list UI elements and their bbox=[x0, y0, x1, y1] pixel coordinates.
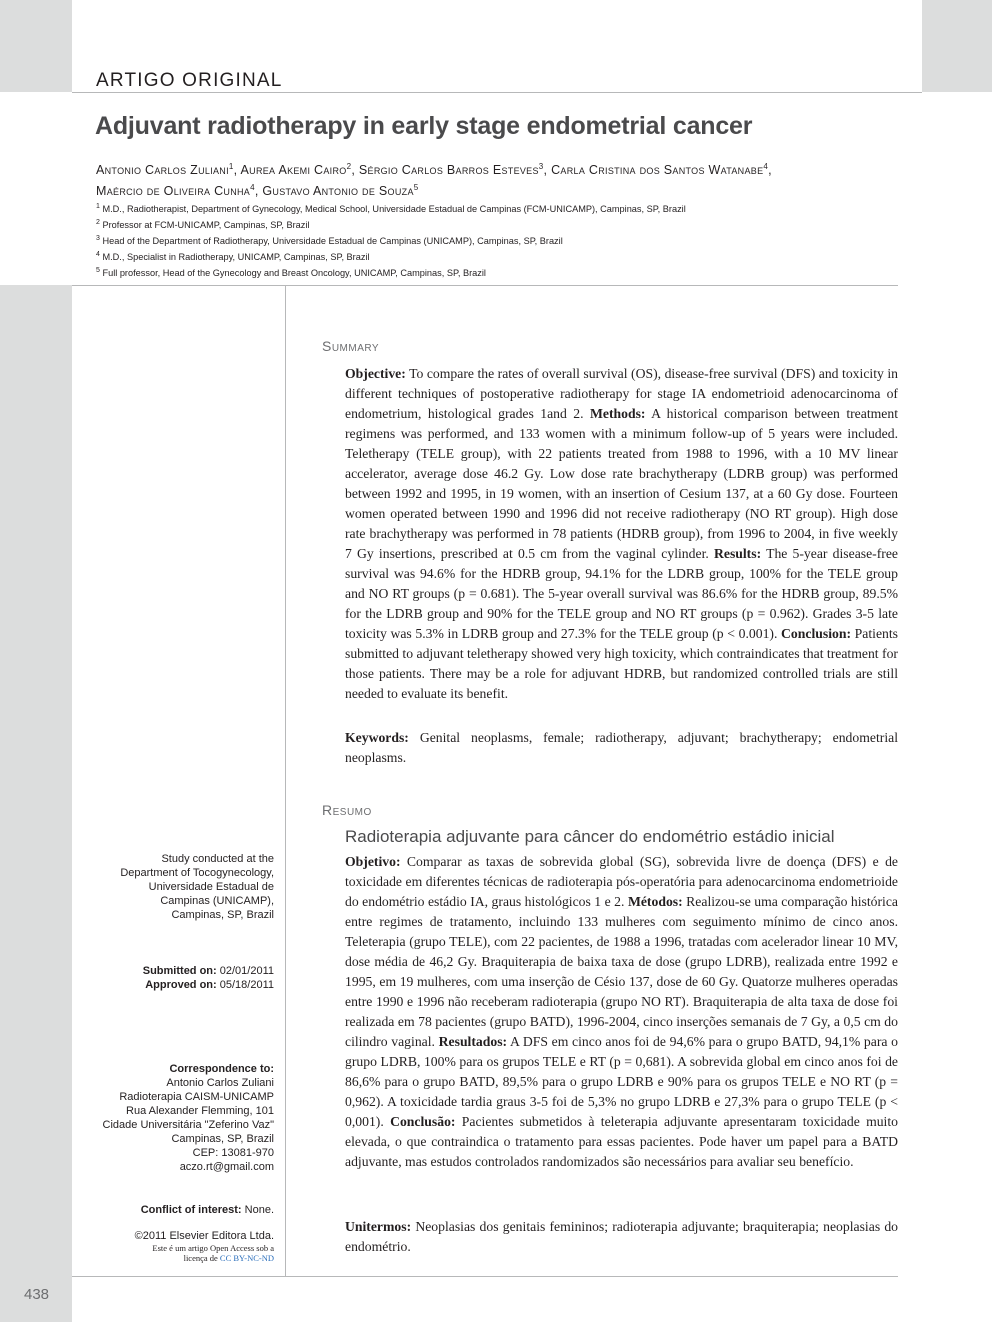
summary-abstract: Objective: To compare the rates of overall survival (OS), disease-free survival (DFS) and toxicity in different techniques of postoperative radiotherapy for stage IA endometrioid adenocarcinoma of endometrium, histological grades 1and 2. Methods: A historical comparison between treatment regimens was performed, and 133 women with a minimum follow-up of 5 years were included. Teletherapy (TELE group), with 22 patients treated from 1988 to 1996, with a 10 MV linear accelerator, average dose 46.2 Gy. Low dose rate brachytherapy (LDRB group) was performed between 1992 and 1995, in 19 women, with an insertion of Cesium 137, at a 60 Gy dose. Fourteen women operated between 1990 and 1996 did not receive radiotherapy (NO RT group). High dose rate brachytherapy was performed in 78 patients (HDRB group), from 1996 to 2004, in five weekly 7 Gy insertions, prescribed at 0.5 cm from the vaginal cylinder. Results: The 5-year disease-free survival was 94.6% for the HDRB group, 94.1% for the LDRB group, 100% for the TELE group and NO RT groups (p = 0.681). The 5-year overall survival was 86.6% for the HDRB group, 89.5% for the LDRB group and 90% for the TELE group and NO RT groups (p = 0.962). Grades 3-5 late toxicity was 5.3% in LDRB group and 27.3% for the TELE group (p < 0.001). Conclusion: Patients submitted to adjuvant teletherapy showed very high toxicity, which contraindicates that treatment for those patients. There may be a role for adjuvant HDRB, but randomized controlled trials are still needed to evaluate its benefit. bbox=[345, 366, 899, 701]
license-notice: Este é um artigo Open Access sob a licença de CC BY-NC-ND bbox=[152, 1243, 274, 1263]
author-list bbox=[96, 158, 896, 200]
license-link[interactable]: CC BY-NC-ND bbox=[219, 1253, 274, 1263]
affiliation-item: $^4$ M.D., Specialist in Radiotherapy, UNICAMP, Campinas, SP, Brazil bbox=[96, 251, 370, 263]
affiliation-list bbox=[96, 200, 896, 280]
affiliation-item: $^2$ Professor at FCM-UNICAMP, Campinas, SP, Brazil bbox=[96, 219, 310, 231]
author: Antonio Carlos Zuliani$^1$, bbox=[96, 162, 241, 178]
page-number: 438 bbox=[24, 1286, 50, 1303]
resumo-title: Radioterapia adjuvante para câncer do endométrio estádio inicial bbox=[345, 827, 835, 846]
correspondence-block: Correspondence to: Antonio Carlos Zuliani Radioterapia CAISM-UNICAMP Rua Alexander Flemming, 101 Cidade Universitária "Zeferino Vaz" Campinas, SP, Brazil CEP: 13081-970 aczo.rt@gmail.com bbox=[74, 1062, 274, 1174]
resumo-keywords: Unitermos: Neoplasias dos genitais femininos; radioterapia adjuvante; braquiterapia; neoplasias do endométrio. bbox=[345, 1219, 899, 1254]
correspondence-email[interactable]: aczo.rt@gmail.com bbox=[179, 1161, 274, 1173]
study-location-note: Study conducted at the Department of Tocogynecology, Universidade Estadual de Campinas (UNICAMP), Campinas, SP, Brazil bbox=[120, 853, 274, 921]
content-rule-bottom bbox=[72, 1276, 898, 1277]
column-divider bbox=[285, 285, 286, 1276]
corner-block-top-right bbox=[922, 0, 992, 92]
author: Gustavo Antonio de Souza$^5$ bbox=[262, 183, 419, 199]
section-label: ARTIGO ORIGINAL bbox=[96, 70, 283, 91]
summary-keywords: Keywords: Genital neoplasms, female; radiotherapy, adjuvant; brachytherapy; endometrial neoplasms. bbox=[345, 730, 898, 765]
approved-date: Approved on: 05/18/2011 bbox=[145, 979, 274, 991]
copyright-notice: ©2011 Elsevier Editora Ltda. bbox=[134, 1230, 274, 1242]
affiliation-item: $^1$ M.D., Radiotherapist, Department of Gynecology, Medical School, Universidade Estadual de Campinas (FCM-UNICAMP), Campinas, SP, Brazil bbox=[96, 203, 686, 215]
affiliation-item: $^3$ Head of the Department of Radiotherapy, Universidade Estadual de Campinas (UNICAMP), Campinas, SP, Brazil bbox=[96, 235, 563, 247]
conflict-of-interest: Conflict of interest: None. bbox=[140, 1204, 274, 1216]
author: Sérgio Carlos Barros Esteves$^3$, bbox=[358, 162, 552, 178]
corner-block-top-left bbox=[0, 0, 72, 92]
affiliation-item: $^5$ Full professor, Head of the Gynecology and Breast Oncology, UNICAMP, Campinas, SP, Brazil bbox=[96, 267, 486, 279]
author: Maércio de Oliveira Cunha$^4$, bbox=[96, 183, 263, 199]
submitted-date: Submitted on: 02/01/2011 bbox=[142, 965, 274, 977]
resumo-abstract: Objetivo: Comparar as taxas de sobrevida global (SG), sobrevida livre de doença (DFS) e de toxicidade em diferentes técnicas de radioterapia pós-operatória para adenocarcinoma endometrioide do endométrio estádio IA, graus histológicos 1 e 2. Métodos: Realizou-se uma comparação histórica entre regimes de tratamento, incluindo 133 mulheres com seguimento mínimo de cinco anos. Teleterapia (grupo TELE), com 22 pacientes, de 1988 a 1996, tratadas com acelerador linear 10 MV, dose média de 46,2 Gy. Braquiterapia de baixa taxa de dose (grupo LDRB), realizada entre 1992 e 1995, em 19 mulheres, com uma inserção de Césio 137, dose de 60 Gy. Quatorze mulheres operadas entre 1990 e 1996 não receberam radioterapia (grupo NO RT). Braquiterapia de alta taxa de dose foi realizada em 78 pacientes (grupo BATD), 1996-2004, cinco inserções semanais de 7 Gy, a 0,5 cm do cilindro vaginal. Resultados: A DFS em cinco anos foi de 94,6% para o grupo BATD, 94,1% para o grupo LDRB, 100% para os grupos TELE e RT (p = 0,681). A sobrevida global em cinco anos foi de 86,6% para o grupo BATD, 89,5% para o grupo LDRB e 90% para os grupos TELE e NO RT (p = 0,962). A toxicidade tardia graus 3-5 foi de 5,3% no grupo LDRB e 27,3% para o grupo TELE (p < 0,001). Conclusão: Pacientes submetidos à teleterapia adjuvante apresentaram toxicidade muito elevada, o que contraindica o tratamento para essas pacientes. Pode haver um papel para a BATD adjuvante, mas estudos controlados randomizados são necessários para avaliar seu benefício. bbox=[345, 854, 899, 1169]
author: Carla Cristina dos Santos Watanabe$^4$, bbox=[551, 162, 772, 178]
author: Aurea Akemi Cairo$^2$, bbox=[240, 162, 359, 178]
resumo-heading: Resumo bbox=[322, 802, 372, 818]
summary-heading: Summary bbox=[322, 338, 380, 354]
left-margin-band bbox=[0, 285, 72, 1322]
header-rule bbox=[72, 92, 922, 93]
content-rule-top bbox=[72, 285, 898, 286]
submission-dates bbox=[74, 964, 274, 992]
article-title: Adjuvant radiotherapy in early stage endometrial cancer bbox=[95, 112, 753, 140]
